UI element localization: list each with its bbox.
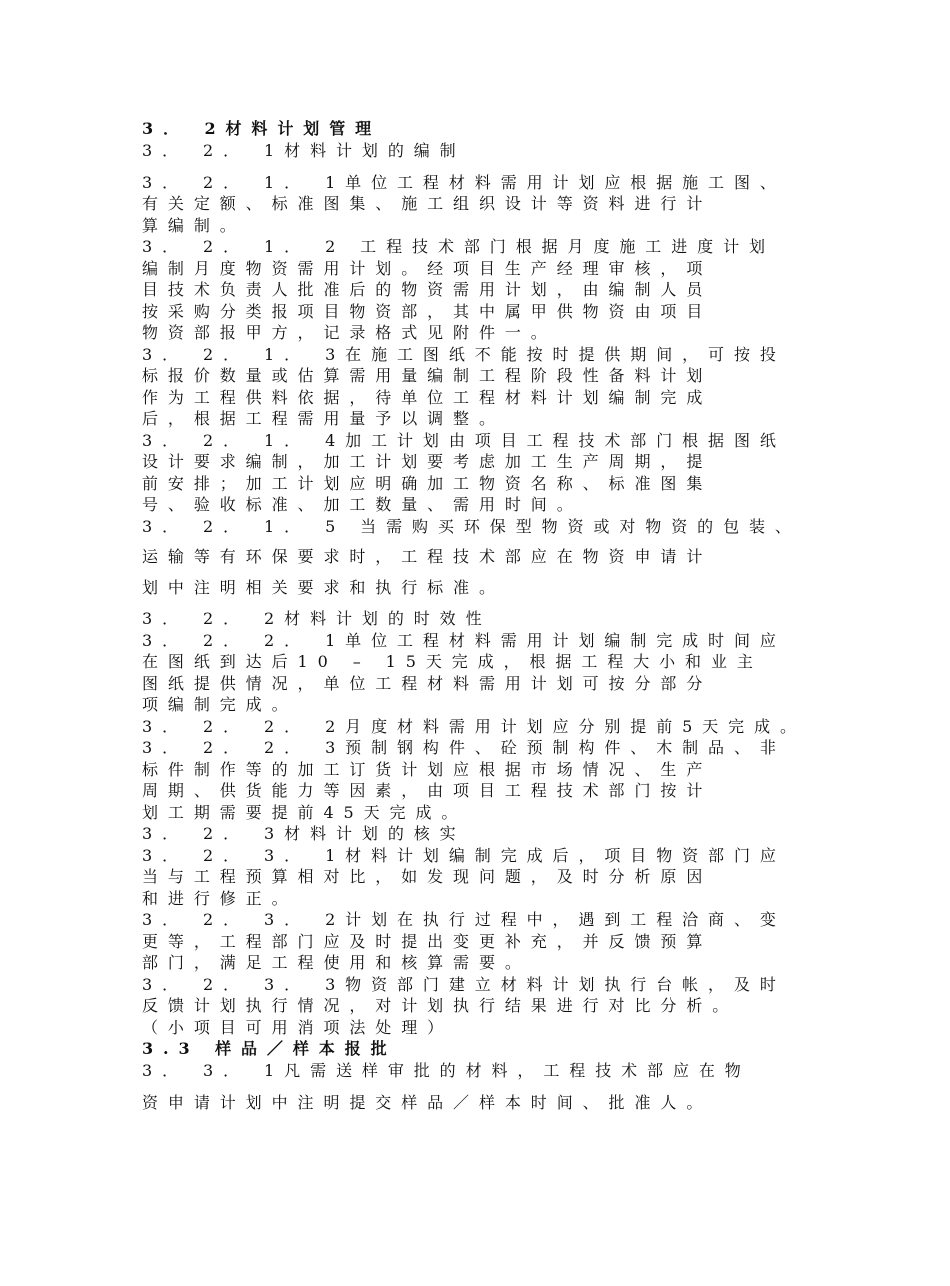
section-heading-3-3: 3.3 样品／样本报批 [142, 1039, 397, 1058]
paragraph-3-2-1-4-line: 前安排；加工计划应明确加工物资名称、标准图集 [142, 474, 713, 493]
paragraph-3-2-1-3-line: 标报价数量或估算需用量编制工程阶段性备料计划 [142, 366, 713, 385]
paragraph-3-2-2-3-line: 周期、供货能力等因素，由项目工程技术部门按计 [142, 781, 713, 800]
paragraph-3-2-1-2-line: 按采购分类报项目物资部，其中属甲供物资由项目 [142, 302, 713, 321]
paragraph-3-2-2-3-line: 3． 2． 2． 3预制钢构件、砼预制构件、木制品、非 [142, 738, 786, 757]
paragraph-3-2-2-1-line: 图纸提供情况，单位工程材料需用计划可按分部分 [142, 674, 713, 693]
section-heading-3-2: 3． 2材料计划管理 [142, 119, 382, 138]
paragraph-3-2-2-3-line: 划工期需要提前45天完成。 [142, 803, 468, 822]
paragraph-3-3-1-line: 3． 3． 1凡需送样审批的材料，工程技术部应在物 [142, 1061, 751, 1080]
paragraph-3-2-2-1-line: 在图纸到达后10 – 15天完成，根据工程大小和业主 [142, 652, 763, 671]
paragraph-3-2-2-1-line: 3． 2． 2． 1单位工程材料需用计划编制完成时间应 [142, 631, 786, 650]
paragraph-3-2-1-5-line: 划中注明相关要求和执行标准。 [142, 578, 505, 597]
paragraph-3-2-3-2-line: 3． 2． 3． 2计划在执行过程中，遇到工程洽商、变 [142, 910, 786, 929]
paragraph-3-2-1-4-line: 号、验收标准、加工数量、需用时间。 [142, 495, 583, 514]
paragraph-3-2-1-1-line: 3． 2． 1． 1单位工程材料需用计划应根据施工图、 [142, 173, 786, 192]
subsection-heading-3-2-1: 3． 2． 1材料计划的编制 [142, 141, 466, 160]
paragraph-3-2-3-2-line: 部门，满足工程使用和核算需要。 [142, 953, 531, 972]
paragraph-3-2-3-1-line: 当与工程预算相对比，如发现问题，及时分析原因 [142, 867, 713, 886]
paragraph-3-2-1-3-line: 作为工程供料依据，待单位工程材料计划编制完成 [142, 388, 713, 407]
paragraph-3-2-1-5-line: 运输等有环保要求时，工程技术部应在物资申请计 [142, 547, 713, 566]
paragraph-3-2-3-3-line: （小项目可用消项法处理） [142, 1018, 454, 1037]
paragraph-3-2-1-2-line: 目技术负责人批准后的物资需用计划，由编制人员 [142, 280, 713, 299]
paragraph-3-2-3-1-line: 3． 2． 3． 1材料计划编制完成后，项目物资部门应 [142, 846, 786, 865]
paragraph-3-2-1-1-line: 有关定额、标准图集、施工组织设计等资料进行计 [142, 194, 713, 213]
paragraph-3-2-1-2-line: 物资部报甲方，记录格式见附件一。 [142, 323, 557, 342]
paragraph-3-2-3-1-line: 和进行修正。 [142, 889, 298, 908]
paragraph-3-2-1-2-line: 编制月度物资需用计划。经项目生产经理审核，项 [142, 259, 713, 278]
paragraph-3-2-3-3-line: 反馈计划执行情况，对计划执行结果进行对比分析。 [142, 996, 739, 1015]
paragraph-3-2-1-3-line: 3． 2． 1． 3在施工图纸不能按时提供期间，可按投 [142, 345, 786, 364]
subsection-heading-3-2-2: 3． 2． 2材料计划的时效性 [142, 609, 492, 628]
subsection-heading-3-2-3: 3． 2． 3材料计划的核实 [142, 824, 466, 843]
paragraph-3-2-1-3-line: 后，根据工程需用量予以调整。 [142, 409, 505, 428]
paragraph-3-2-2-3-line: 标件制作等的加工订货计划应根据市场情况、生产 [142, 760, 713, 779]
paragraph-3-3-1-line: 资申请计划中注明提交样品／样本时间、批准人。 [142, 1093, 713, 1112]
paragraph-3-2-1-1-line: 算编制。 [142, 216, 246, 235]
paragraph-3-2-2-1-line: 项编制完成。 [142, 695, 298, 714]
paragraph-3-2-1-4-line: 设计要求编制，加工计划要考虑加工生产周期，提 [142, 452, 713, 471]
paragraph-3-2-3-2-line: 更等，工程部门应及时提出变更补充，并反馈预算 [142, 932, 713, 951]
paragraph-3-2-3-3-line: 3． 2． 3． 3物资部门建立材料计划执行台帐，及时 [142, 975, 786, 994]
paragraph-3-2-2-2-line: 3． 2． 2． 2月度材料需用计划应分别提前5天完成。 [142, 717, 806, 736]
paragraph-3-2-1-2-line: 3． 2． 1． 2 工程技术部门根据月度施工进度计划 [142, 237, 775, 256]
paragraph-3-2-1-4-line: 3． 2． 1． 4加工计划由项目工程技术部门根据图纸 [142, 431, 786, 450]
paragraph-3-2-1-5-line: 3． 2． 1． 5 当需购买环保型物资或对物资的包装、 [142, 517, 801, 536]
